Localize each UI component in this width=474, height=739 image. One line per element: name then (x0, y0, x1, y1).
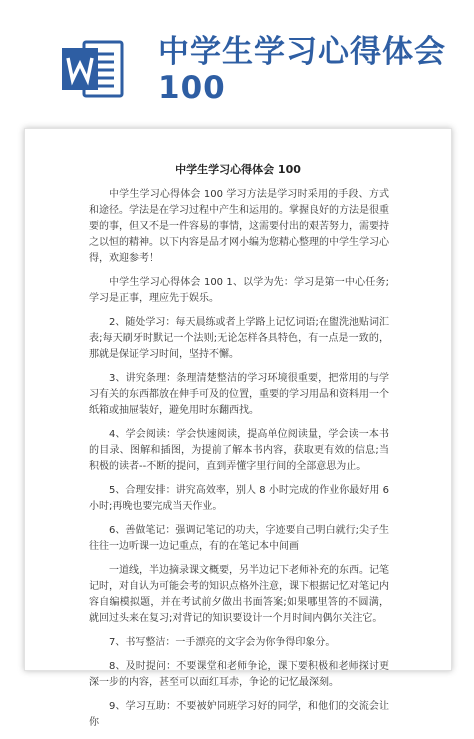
paragraph: 6、善做笔记：强调记笔记的功夫，字迹要自己明白就行;尖子生往往一边听课一边记重点，有的在笔记本中间画 (89, 525, 389, 552)
paragraph: 4、学会阅读：学会快速阅读，提高单位阅读量，学会读一本书的目录、图解和插图，为提前了解本书内容，获取更有效的信息;当积极的读者--不断的提问，直到弄懂字里行间的全部意思为止。 (89, 429, 389, 472)
paragraph: 5、合理安排：讲究高效率，别人 8 小时完成的作业你最好用 6 小时;再晚也要完成当天作业。 (89, 485, 389, 512)
page-title: 中学生学习心得体会 100 (175, 163, 301, 176)
document-heading: 中学生学习心得体会100 (158, 34, 446, 106)
paragraph: 中学生学习心得体会 100 1、以学为先：学习是第一中心任务;学习是正事，理应先于娱乐。 (89, 277, 389, 304)
document-page (24, 128, 452, 728)
paragraph: 中学生学习心得体会 100 学习方法是学习时采用的手段、方式和途径。学法是在学习过程中产生和运用的。掌握良好的方法是很重要的事，但又不是一件容易的事情，这需要付出的艰苦努力，需要持之以恒的精神。以下内容是品才网小编为您精心整理的中学生学习心得，欢迎参考！ (89, 189, 389, 264)
word-document-icon (60, 40, 124, 98)
paragraph: 8、及时提问：不要课堂和老师争论，课下要积极和老师探讨更深一步的内容，甚至可以面红耳赤，争论的记忆最深刻。 (89, 661, 389, 688)
paragraph: 7、书写整洁：一手漂亮的文字会为你争得印象分。 (109, 637, 336, 648)
paragraph: 2、随处学习：每天晨练或者上学路上记忆词语;在盥洗池贴词汇表;每天刷牙时默记一个法则;无论怎样各具特色，有一点是一致的，那就是保证学习时间，坚持不懈。 (89, 317, 389, 360)
header (0, 0, 474, 120)
paragraph: 3、讲究条理：条理清楚整洁的学习环境很重要，把常用的与学习有关的东西都放在伸手可及的位置，重要的学习用品和资料用一个纸箱或抽屉装好，避免用时东翻西找。 (89, 373, 389, 416)
document-body (89, 187, 389, 739)
paragraph: 9、学习互助：不要被妒同班学习好的同学，和他们的交流会让你 (89, 701, 389, 728)
paragraph: 一道线，半边摘录课文概要，另半边记下老师补充的东西。记笔记时，对自认为可能会考的知识点格外注意，课下根据记忆对笔记内容自编模拟题，并在考试前夕做出书面答案;如果哪里答的不圆满，就回过头来在复习;对背记的知识要设计一个月时间内偶尔关注它。 (89, 565, 389, 624)
